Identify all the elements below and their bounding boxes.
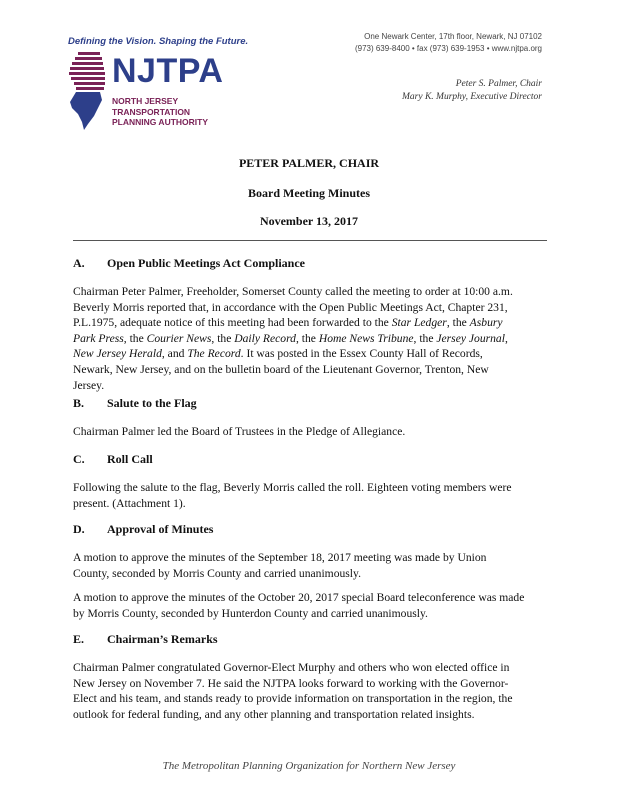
section-a-paragraph [73, 284, 541, 393]
publication-name: The Record [187, 347, 241, 361]
text-line [73, 315, 541, 331]
publication-name: Daily Record [234, 331, 296, 345]
text-line: Jersey. [73, 378, 105, 392]
publication-name: Home News Tribune [318, 331, 414, 345]
text-run: , the [413, 331, 437, 345]
meeting-date: November 13, 2017 [259, 214, 359, 228]
section-title: Salute to the Flag [107, 396, 197, 410]
logo-subtitle-line: PLANNING AUTHORITY [112, 117, 209, 127]
text-line: outlook for federal funding, and any other planning and transportation related insights. [73, 707, 475, 721]
page-footer: The Metropolitan Planning Organization for Northern New Jersey [162, 760, 456, 772]
text-line: A motion to approve the minutes of the October 20, 2017 special Board teleconference was made [73, 591, 525, 604]
text-line: Newark, New Jersey, and on the bulletin board of the Lieutenant Governor, Trenton, New [73, 362, 489, 376]
section-title: Approval of Minutes [107, 522, 214, 536]
section-letter: B. [73, 396, 85, 410]
contact-block [355, 31, 542, 55]
text-run: , the [123, 331, 147, 345]
section-title: Roll Call [107, 452, 153, 466]
logo-subtitle [112, 96, 208, 128]
text-line: Chairman Palmer congratulated Governor-Elect Murphy and others who won elected office in [73, 661, 510, 674]
logo-wordmark: NJTPA [112, 52, 224, 90]
text-line [73, 331, 541, 347]
publication-name: New Jersey Herald [73, 347, 162, 361]
section-letter: D. [73, 522, 85, 536]
contact-line: (973) 639-8400 • fax (973) 639-1953 • www.njtpa.org [354, 44, 542, 53]
section-e-heading [73, 632, 218, 647]
text-line: New Jersey on November 7. He said the NJTPA looks forward to working with the Governor- [73, 676, 509, 690]
section-c-paragraph [73, 480, 541, 511]
header-divider [73, 240, 547, 241]
section-e-paragraph [73, 660, 541, 722]
text-run: , and [161, 347, 188, 361]
text-line: Beverly Morris reported that, in accordance with the Open Public Meetings Act, Chapter 231, [73, 300, 508, 314]
section-a-heading [73, 256, 305, 271]
section-b-heading [73, 396, 197, 411]
text-line [73, 346, 541, 362]
text-line: present. (Attachment 1). [73, 496, 186, 510]
section-title: Open Public Meetings Act Compliance [107, 256, 305, 270]
publication-name: Courier News [146, 331, 212, 345]
section-b-paragraph [73, 424, 541, 440]
text-line: by Morris County, seconded by Hunterdon County and carried unanimously. [73, 606, 428, 620]
text-run: , the [211, 331, 235, 345]
new-jersey-map-logo-icon [66, 50, 110, 132]
address-line: One Newark Center, 17th floor, Newark, NJ 07102 [364, 32, 542, 41]
section-letter: C. [73, 452, 85, 466]
tagline: Defining the Vision. Shaping the Future. [68, 36, 249, 47]
logo-subtitle-line: TRANSPORTATION [112, 106, 191, 117]
text-run: , the [295, 331, 319, 345]
document-subtitle: Board Meeting Minutes [248, 186, 370, 200]
section-d-paragraph-1 [73, 550, 541, 581]
chair-name: Peter S. Palmer, Chair [455, 79, 542, 89]
section-title: Chairman’s Remarks [107, 632, 218, 646]
publication-name: Star Ledger [391, 316, 447, 330]
text-run: P.L.1975, adequate notice of this meeting had been forwarded to the [73, 316, 392, 330]
text-run: , [504, 331, 508, 345]
logo-subtitle-line: NORTH JERSEY [112, 96, 179, 106]
text-line: Following the salute to the flag, Beverly Morris called the roll. Eighteen voting members were [73, 481, 512, 494]
section-d-heading [73, 522, 213, 537]
text-run: . It was posted in the Essex County Hall of Records, [240, 347, 483, 361]
section-letter: A. [73, 256, 85, 270]
text-line: Elect and his team, and stands ready to provide information on transportation in the region, the [73, 692, 513, 706]
text-line: County, seconded by Morris County and carried unanimously. [73, 566, 361, 580]
text-line: Chairman Peter Palmer, Freeholder, Somerset County called the meeting to order at 10:00 a.m. [73, 285, 513, 298]
text-run: , the [446, 316, 470, 330]
section-d-paragraph-2 [73, 590, 541, 621]
officers-block [402, 78, 542, 104]
publication-name: Park Press [73, 331, 124, 345]
section-c-heading [73, 452, 153, 467]
section-letter: E. [73, 632, 85, 646]
publication-name: Jersey Journal [436, 331, 505, 345]
document-title: PETER PALMER, CHAIR [238, 156, 380, 170]
publication-name: Asbury [469, 316, 503, 330]
text-line: A motion to approve the minutes of the September 18, 2017 meeting was made by Union [73, 551, 487, 564]
director-name: Mary K. Murphy, Executive Director [402, 92, 542, 102]
text-line: Chairman Palmer led the Board of Trustees in the Pledge of Allegiance. [73, 425, 406, 438]
